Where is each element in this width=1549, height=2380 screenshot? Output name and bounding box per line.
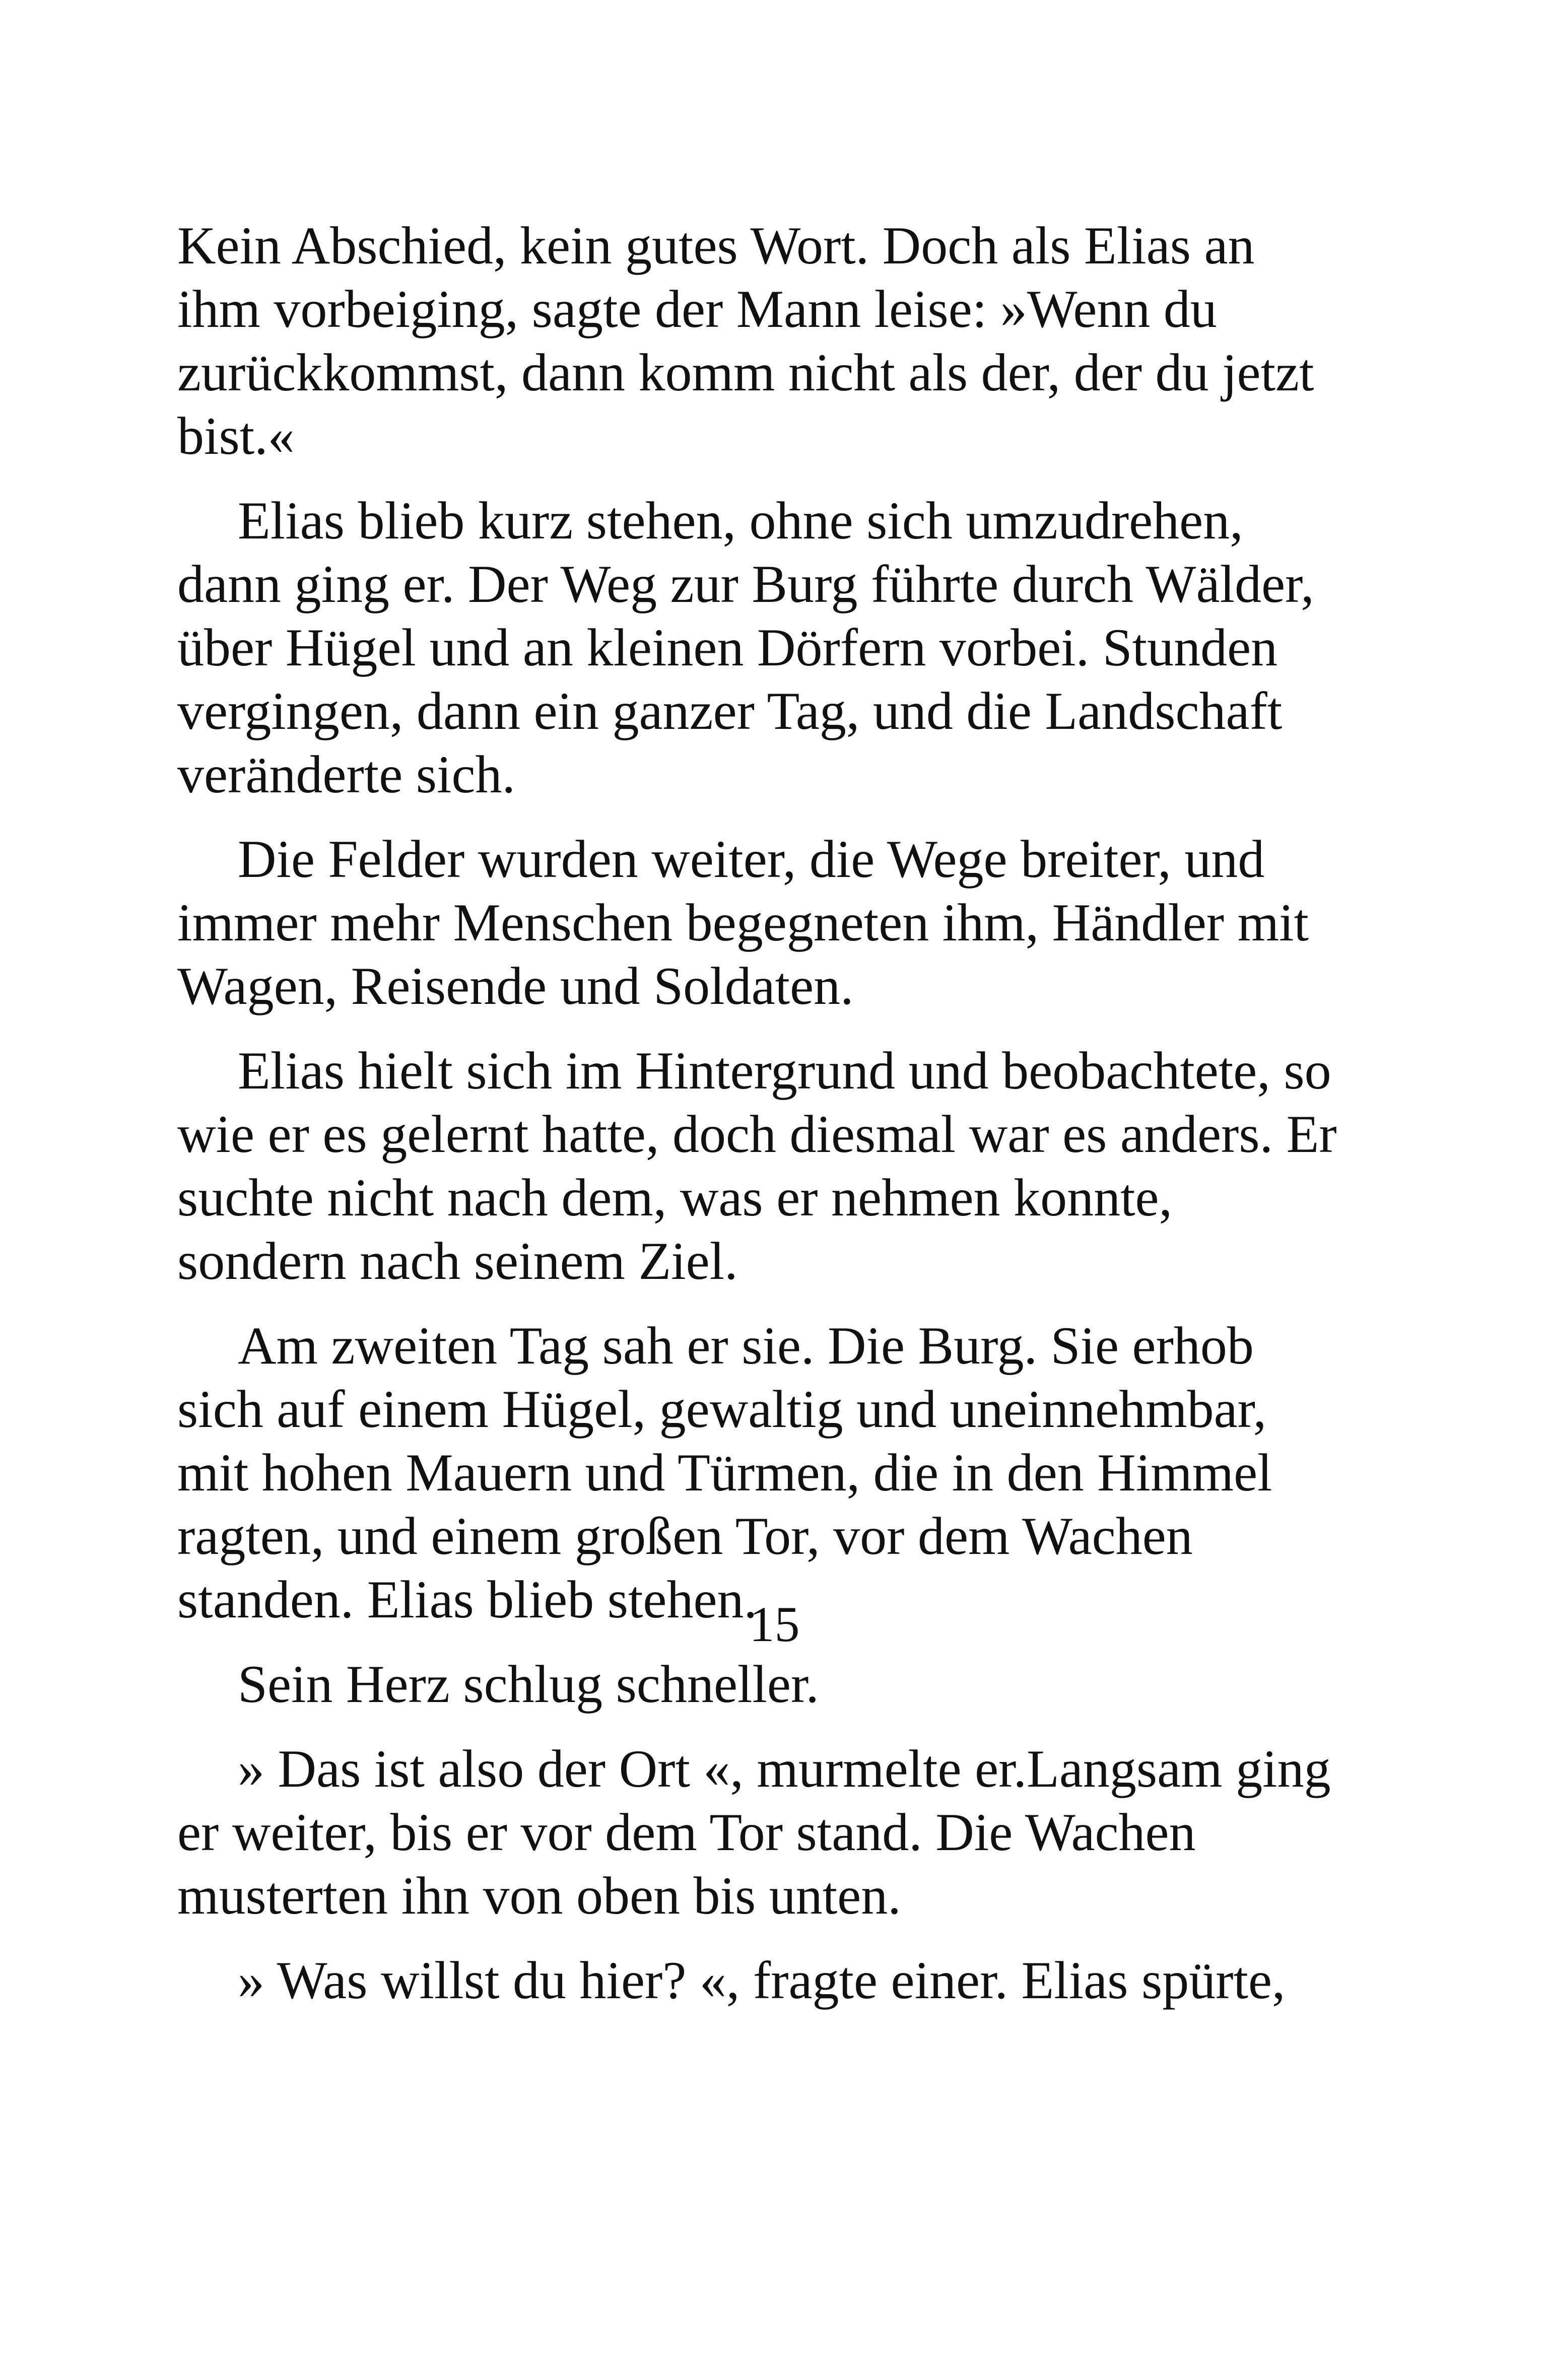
text-line: Sein Herz schlug schneller. xyxy=(238,1655,819,1714)
paragraph-8 xyxy=(177,1949,1366,2012)
text-line: Die Felder wurden weiter, die Wege breiter, und xyxy=(238,830,1265,889)
text-line: mit hohen Mauern und Türmen, die in den Himmel xyxy=(177,1443,1272,1502)
text-line: musterten ihn von oben bis unten. xyxy=(177,1866,901,1925)
paragraph-2 xyxy=(177,489,1366,806)
text-line: » Was willst du hier? «, fragte einer. Elias spürte, xyxy=(238,1951,1286,2010)
text-line: über Hügel und an kleinen Dörfern vorbei. Stunden xyxy=(177,618,1278,677)
text-line: Elias blieb kurz stehen, ohne sich umzudrehen, xyxy=(238,491,1243,550)
text-line: Elias hielt sich im Hintergrund und beobachtete, so xyxy=(238,1041,1331,1100)
text-line: ihm vorbeiging, sagte der Mann leise: »Wenn du xyxy=(177,280,1217,338)
text-line: suchte nicht nach dem, was er nehmen konnte, xyxy=(177,1168,1173,1227)
paragraph-1 xyxy=(177,214,1366,468)
paragraph-5 xyxy=(177,1314,1366,1631)
paragraph-7 xyxy=(177,1737,1366,1928)
paragraph-6 xyxy=(177,1653,1366,1716)
text-line: ragten, und einem großen Tor, vor dem Wachen xyxy=(177,1507,1193,1566)
text-line: immer mehr Menschen begegneten ihm, Händler mit xyxy=(177,893,1309,952)
text-line: dann ging er. Der Weg zur Burg führte durch Wälder, xyxy=(177,555,1314,614)
text-line: sich auf einem Hügel, gewaltig und uneinnehmbar, xyxy=(177,1380,1267,1439)
text-line: » Das ist also der Ort «, murmelte er.Langsam ging xyxy=(238,1739,1331,1798)
text-line: sondern nach seinem Ziel. xyxy=(177,1232,738,1290)
text-line: veränderte sich. xyxy=(177,745,515,804)
text-line: wie er es gelernt hatte, doch diesmal war es anders. Er xyxy=(177,1105,1337,1164)
paragraph-3 xyxy=(177,828,1366,1018)
paragraph-4 xyxy=(177,1039,1366,1293)
page-number: 15 xyxy=(749,1596,800,1652)
text-line: Am zweiten Tag sah er sie. Die Burg. Sie erhob xyxy=(238,1316,1254,1375)
text-line: standen. Elias blieb stehen. xyxy=(177,1570,757,1629)
text-line: er weiter, bis er vor dem Tor stand. Die Wachen xyxy=(177,1803,1196,1862)
text-line: vergingen, dann ein ganzer Tag, und die Landschaft xyxy=(177,682,1283,740)
body-text xyxy=(177,214,1366,2033)
text-line: Wagen, Reisende und Soldaten. xyxy=(177,957,854,1015)
text-line: Kein Abschied, kein gutes Wort. Doch als Elias an xyxy=(177,216,1255,275)
text-line: zurückkommst, dann komm nicht als der, der du jetzt xyxy=(177,343,1314,402)
text-line: bist.« xyxy=(177,406,295,465)
